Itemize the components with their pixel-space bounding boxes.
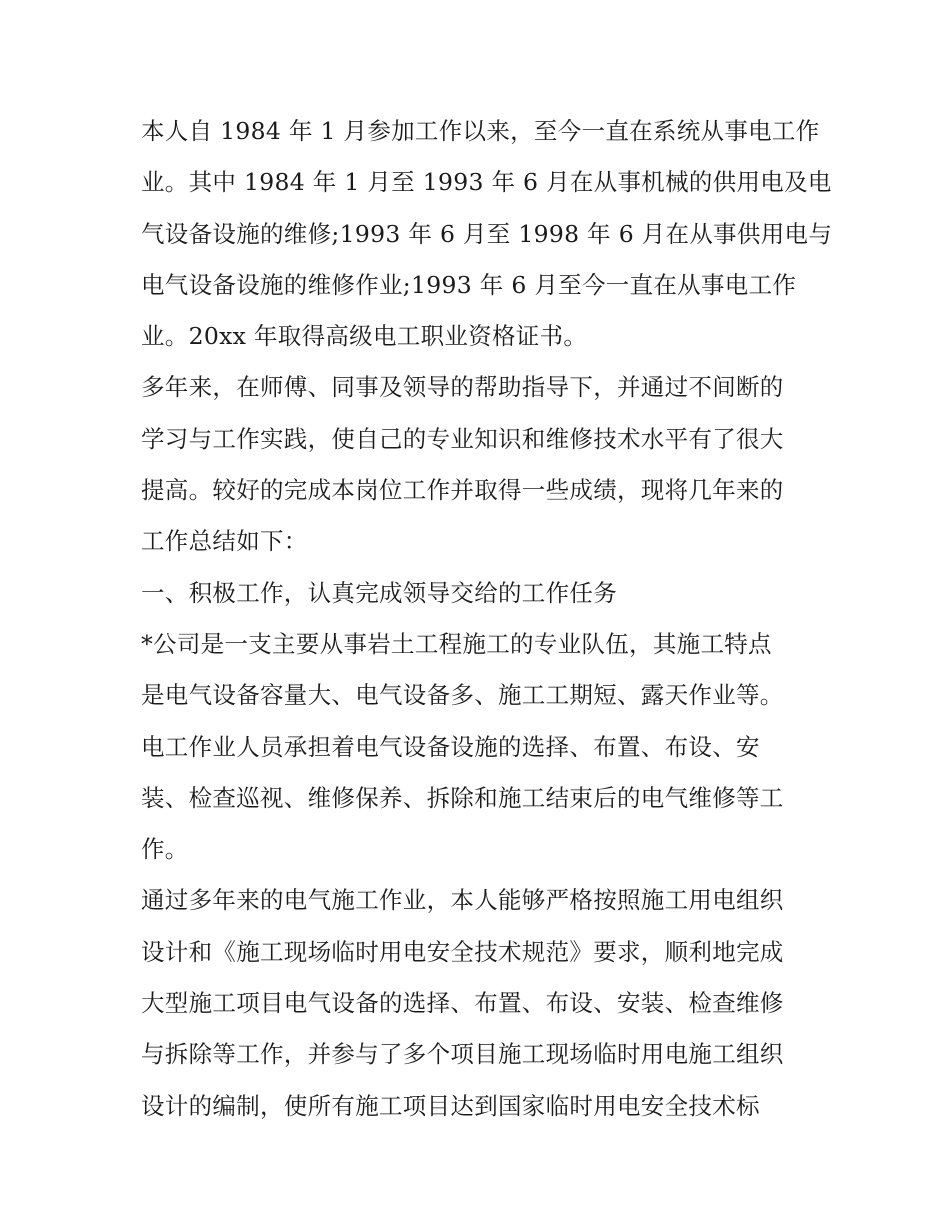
text-line: 本人自 1984 年 1 月参加工作以来，至今一直在系统从事电工作 [141,117,820,145]
text-line: 业。其中 1984 年 1 月至 1993 年 6 月在从事机械的供用电及电 [141,168,832,197]
text-line: 通过多年来的电气施工作业，本人能够严格按照施工用电组织 [141,886,784,915]
text-line: 大型施工项目电气设备的选择、布置、布设、安装、检查维修 [141,989,784,1018]
text-line: 电气设备设施的维修作业;1993 年 6 月至今一直在从事电工作 [141,270,797,299]
text-line: 气设备设施的维修;1993 年 6 月至 1998 年 6 月在从事供用电与 [141,219,833,248]
text-line: 设计的编制，使所有施工项目达到国家临时用电安全技术标 [141,1091,760,1120]
text-line: 学习与工作实践，使自己的专业知识和维修技术水平有了很大 [141,424,784,453]
text-line: 多年来，在师傅、同事及领导的帮助指导下，并通过不间断的 [141,373,784,402]
text-line: 电工作业人员承担着电气设备设施的选择、布置、布设、安 [141,732,760,761]
text-line: 是电气设备容量大、电气设备多、施工工期短、露天作业等。 [141,681,784,710]
text-line: 业。20xx 年取得高级电工职业资格证书。 [141,322,588,351]
text-line: 提高。较好的完成本岗位工作并取得一些成绩，现将几年来的 [141,476,784,505]
text-line: *公司是一支主要从事岩土工程施工的专业队伍，其施工特点 [141,629,772,658]
text-line: 与拆除等工作，并参与了多个项目施工现场临时用电施工组织 [141,1040,784,1069]
text-line: 作。 [141,835,189,864]
section-heading: 一、积极工作，认真完成领导交给的工作任务 [141,578,617,607]
document-body [141,106,833,1132]
text-line: 设计和《施工现场临时用电安全技术规范》要求，顺利地完成 [141,937,784,966]
text-line: 工作总结如下： [141,527,308,556]
text-line: 装、检查巡视、维修保养、拆除和施工结束后的电气维修等工 [141,783,784,812]
